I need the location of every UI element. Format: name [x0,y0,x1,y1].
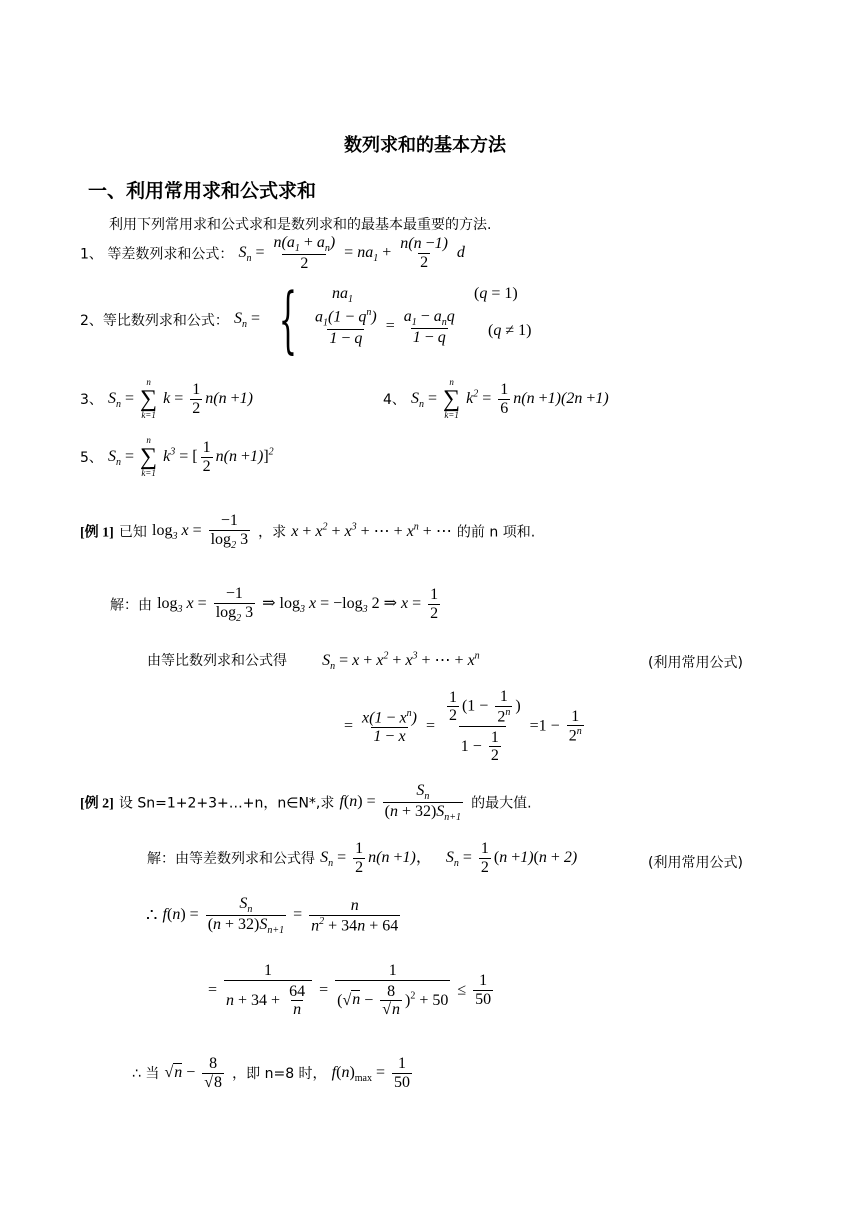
example-2-solution-line-3: = 1 n + 34 + $\frac{64}{n}$ = 1 (√n − $\frac{8}{√n}$ )$^2$ + 50 ≤ $\frac{1}{50}$ [208,962,492,1019]
example-1-note: (利用常用公式) [648,655,743,671]
example-1-solution-line-2: 由等比数列求和公式得 $S_n = x + x^2 + x^3$ + ⋯ + $x^n$ [147,650,480,673]
formula-5-label: 5、 [80,450,103,466]
formula-4: 4、 $S_n$ = n ∑ k=1 $k^2$ = $\frac{1}{6}$ n(n +1)(2n +1) [383,377,609,420]
formula-1-label: 1、 等差数列求和公式： [80,246,234,263]
example-1-statement: [例 1] 已知 $\log_3 x$ = $\frac{-1}{\log_2 3}$ ，求 $x + x^2 + x^3$ + ⋯ + $x^n$ + ⋯ 的前 n 项和. [80,512,536,551]
formula-5: 5、 $S_n$ = n ∑ k=1 $k^3$ = [ $\frac{1}{2}$ n(n +1)]$^2$ [80,435,274,478]
formula-3: 3、 $S_n$ = n ∑ k=1 k = $\frac{1}{2}$ n(n +1) [80,377,253,420]
example-1-solution-line-1: 解：由 $\log_3 x$ = $\frac{-1}{\log_2 3}$ ⇒ $\log_3 x = -\log_3$ 2 ⇒ x = $\frac{1}{2}$ [110,585,439,624]
example-2-conclusion: ∴ 当 √n − $\frac{8}{√8}$ ，即 n=8 时， $f(n)_{max}$ = $\frac{1}{50}$ [132,1055,411,1091]
formula-2-label: 2、等比数列求和公式： [80,313,229,329]
formula-4-label: 4、 [383,392,406,408]
section-heading: 一、利用常用求和公式求和 [88,180,317,202]
example-2-note: (利用常用公式) [648,855,743,871]
page-title: 数列求和的基本方法 [344,135,506,156]
example-2-statement: [例 2] 设 Sn=1+2+3+…+n，n∈N*,求 f(n) = $\frac{S_n}{(n + 32)S_{n+1}}$ 的最大值. [80,782,532,824]
intro-text: 利用下列常用求和公式求和是数列求和的最基本最重要的方法. [109,217,492,233]
example-2-solution-line-1: 解：由等差数列求和公式得 $S_n$ = $\frac{1}{2}$ n(n +1)， $S_n$ = $\frac{1}{2}$ (n +1)(n + 2) [147,840,578,876]
example-2-solution-line-2: ∴ f(n) = $\frac{S_n}{(n + 32)S_{n+1}}$ = $\frac{n}{n^2 + 34n + 64}$ [146,895,399,937]
formula-2: 2、等比数列求和公式： $S_n$ = { $na_1$ (q = 1) $\frac{a_1(1 - q^n)}{1 - q}$ = $\frac{a_1 - a_nq}{1 - q}$ (q ≠ 1) [80,277,532,362]
example-2-tag: [例 2] [80,796,114,812]
example-1-solution-line-3: = $\frac{x(1 - x^n)}{1 - x}$ = $\frac{1}{2}$ (1 − $\frac{1}{2^n}$ ) 1 − $\frac{1}{2}$ =1 − $\frac{1}{2^n}$ [344,688,582,765]
example-1-tag: [例 1] [80,525,114,541]
formula-3-label: 3、 [80,392,103,408]
formula-1: 1、 等差数列求和公式： $S_n$ = $\frac{n(a_1 + a_n)}{2}$ = $na_1$ + $\frac{n(n -1)}{2}$ d [80,234,465,273]
